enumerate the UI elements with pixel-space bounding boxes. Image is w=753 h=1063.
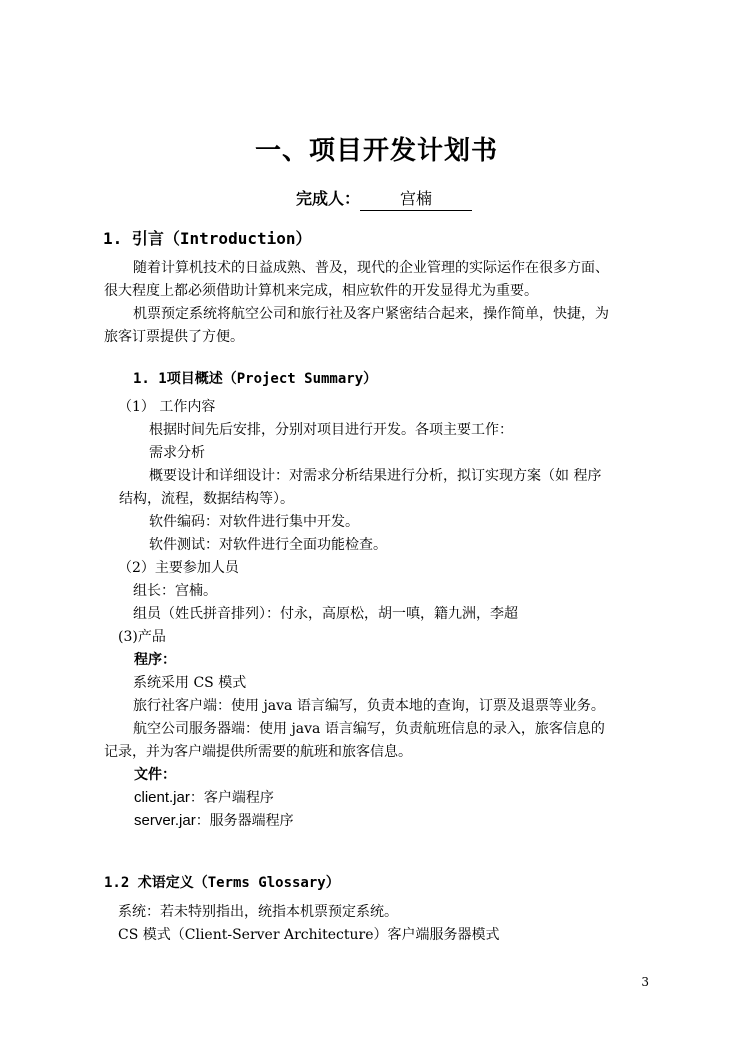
software-testing: 软件测试：对软件进行全面功能检查。 — [149, 537, 387, 553]
work-schedule-text: 根据时间先后安排，分别对项目进行开发。各项主要工作： — [149, 422, 513, 438]
item-2-participants: （2）主要参加人员 — [118, 560, 239, 576]
author-name: 宫楠 — [360, 186, 472, 211]
cs-mode-text: 系统采用 CS 模式 — [133, 675, 247, 691]
intro-para1-line2: 很大程度上都必须借助计算机来完成，相应软件的开发显得尤为重要。 — [104, 283, 538, 299]
file-label: 文件： — [134, 767, 176, 783]
cs-mode-definition: CS 模式（Client-Server Architecture）客户端服务器模式 — [118, 927, 500, 943]
requirements-analysis: 需求分析 — [149, 445, 205, 461]
client-jar-line — [134, 786, 274, 810]
program-label: 程序： — [134, 652, 176, 668]
server-jar-filename: server.jar — [134, 812, 196, 829]
client-jar-filename: client.jar — [134, 789, 190, 806]
intro-para2-line1: 机票预定系统将航空公司和旅行社及客户紧密结合起来，操作简单，快捷，为 — [133, 306, 609, 322]
server-desc-line1: 航空公司服务器端：使用 java 语言编写，负责航班信息的录入，旅客信息的 — [133, 721, 605, 737]
section-1-2-heading: 1.2 术语定义（Terms Glossary） — [104, 875, 340, 891]
software-coding: 软件编码：对软件进行集中开发。 — [149, 514, 359, 530]
item-3-products: (3)产品 — [118, 629, 166, 645]
author-label: 完成人： — [296, 189, 361, 208]
design-line2: 结构，流程，数据结构等）。 — [119, 491, 294, 507]
server-jar-line — [134, 809, 294, 833]
team-leader: 组长：宫楠。 — [133, 583, 217, 599]
item-1-work-content: （1） 工作内容 — [118, 399, 216, 415]
section-1-heading: 1. 引言（Introduction） — [103, 229, 312, 248]
client-description: 旅行社客户端：使用 java 语言编写，负责本地的查询，订票及退票等业务。 — [133, 698, 605, 714]
section-1-1-heading: 1. 1项目概述（Project Summary） — [133, 371, 378, 387]
page-title: 一、项目开发计划书 — [254, 136, 498, 166]
design-line1: 概要设计和详细设计：对需求分析结果进行分析，拟订实现方案（如 程序 — [149, 468, 602, 484]
author-line — [296, 186, 472, 211]
client-jar-description: ：客户端程序 — [189, 790, 274, 806]
intro-para2-line2: 旅客订票提供了方便。 — [104, 329, 244, 345]
intro-para1-line1: 随着计算机技术的日益成熟、普及，现代的企业管理的实际运作在很多方面、 — [133, 260, 609, 276]
team-members: 组员（姓氏拼音排列）：付永，高原松，胡一嗔，籍九洲，李超 — [133, 606, 518, 622]
page-number: 3 — [641, 975, 649, 989]
server-desc-line2: 记录，并为客户端提供所需要的航班和旅客信息。 — [104, 744, 412, 760]
server-jar-description: ：服务器端程序 — [195, 813, 294, 829]
system-definition: 系统：若未特别指出，统指本机票预定系统。 — [118, 904, 398, 920]
